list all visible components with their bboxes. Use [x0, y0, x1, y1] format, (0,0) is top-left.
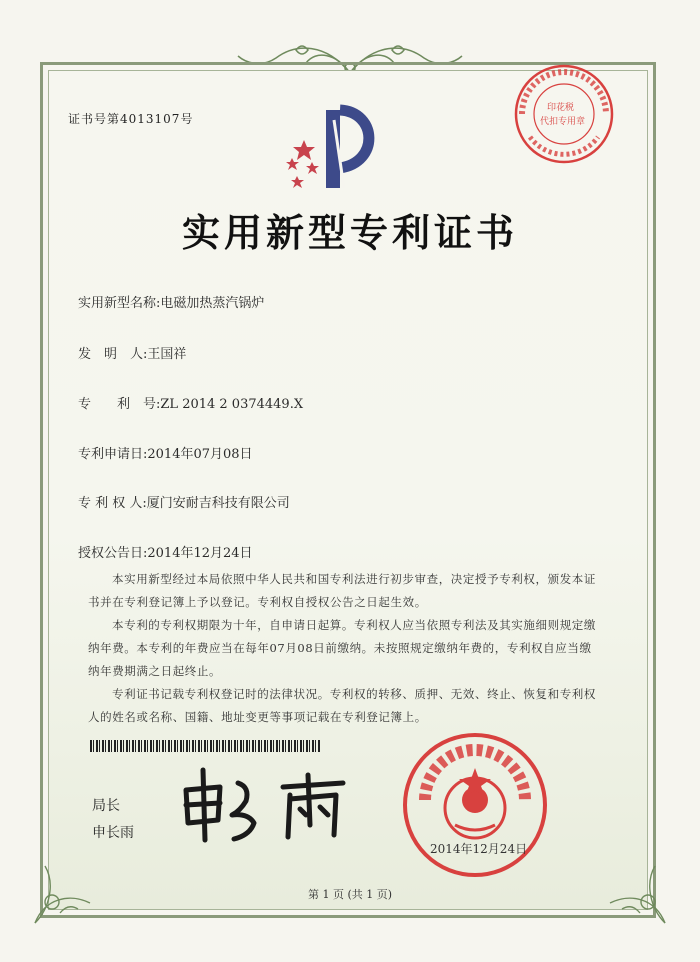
paragraph-record: 专利证书记载专利权登记时的法律状况。专利权的转移、质押、无效、终止、恢复和专利权人的姓名或名称、国籍、地址变更等事项记载在专利登记簿上。: [88, 687, 596, 724]
field-value: 王国祥: [147, 347, 187, 362]
seal-date: 2014年12月24日: [430, 842, 528, 856]
field-value: 厦门安耐吉科技有限公司: [146, 496, 290, 511]
field-label: 授权公告日:: [78, 546, 148, 561]
field-label: 专利申请日:: [78, 447, 148, 462]
handwritten-signature: [178, 765, 358, 845]
field-label: 实用新型名称:: [78, 296, 161, 311]
field-application-date: [78, 443, 253, 462]
director-name: 申长雨: [92, 825, 134, 841]
barcode: [90, 740, 320, 752]
field-value: ZL 2014 2 0374449.X: [160, 397, 304, 412]
director-title: 局长: [92, 798, 120, 814]
field-label: 发 明 人:: [78, 347, 148, 362]
tax-stamp-line1: 印花税: [547, 103, 575, 113]
field-utility-model-name: [78, 292, 264, 311]
certificate-number: 证书号第4013107号: [68, 112, 194, 126]
field-patentee: [78, 492, 290, 511]
paragraph-grant: 本实用新型经过本局依照中华人民共和国专利法进行初步审查，决定授予专利权，颁发本证书并在专利登记簿上予以登记。专利权自授权公告之日起生效。: [88, 572, 596, 609]
tax-stamp-line2: 代扣专用章: [540, 117, 586, 127]
field-label: 专 利 权 人:: [78, 496, 147, 511]
official-seal: [400, 730, 550, 880]
field-grant-date: [78, 542, 253, 561]
certificate-title: 实用新型专利证书: [181, 210, 518, 255]
field-inventor: [78, 343, 186, 362]
field-value: 2014年12月24日: [147, 546, 253, 561]
field-label: 专 利 号:: [78, 397, 161, 412]
field-value: 电磁加热蒸汽锅炉: [160, 296, 265, 311]
paragraph-term: 本专利的专利权期限为十年，自申请日起算。专利权人应当依照专利法及其实施细则规定缴纳年费。本专利的年费应当在每年07月08日前缴纳。未按照规定缴纳年费的，专利权自应当缴纳年费期满之日起终止。: [88, 618, 596, 678]
page-indicator: 第 1 页 (共 1 页): [307, 888, 393, 901]
field-patent-number: [78, 393, 303, 412]
patent-office-logo: [282, 100, 382, 190]
field-value: 2014年07月08日: [147, 447, 253, 462]
